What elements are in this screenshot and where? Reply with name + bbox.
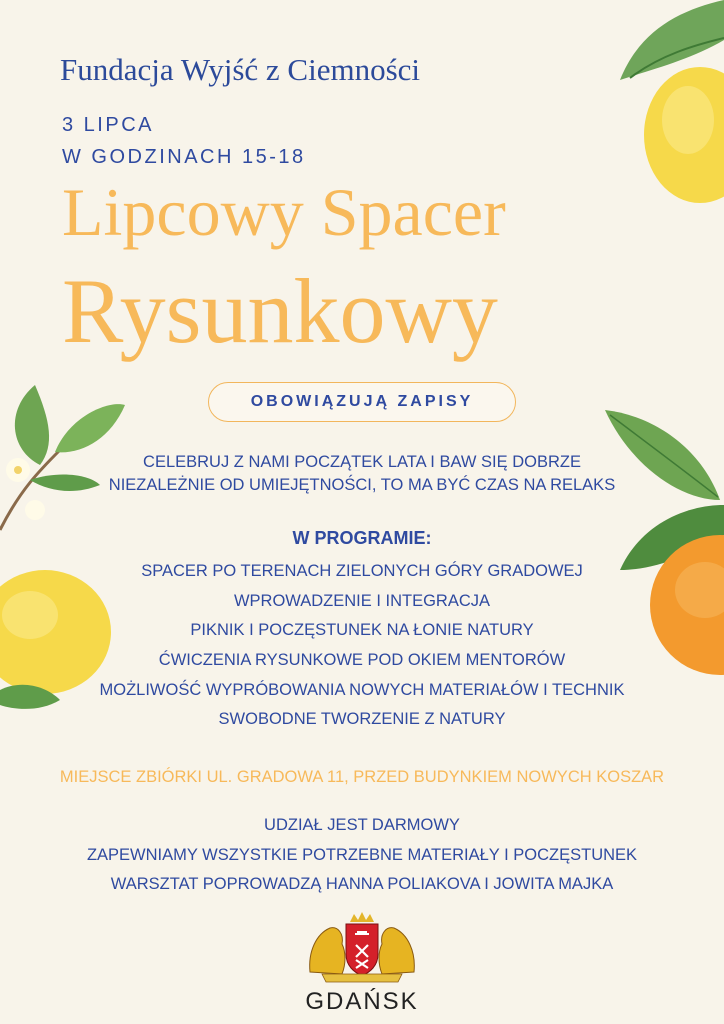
- lemon-top-right-icon: [600, 0, 724, 220]
- organization-name: Fundacja Wyjść z Ciemności: [60, 52, 421, 87]
- title-line-1: Lipcowy Spacer: [62, 174, 506, 250]
- intro-line-2: NIEZALEŻNIE OD UMIEJĘTNOŚCI, TO MA BYĆ CZAS NA RELAKS: [108, 476, 616, 494]
- info-line: ZAPEWNIAMY WSZYSTKIE POTRZEBNE MATERIAŁY I POCZĘSTUNEK: [86, 846, 638, 864]
- registration-badge-label: OBOWIĄZUJĄ ZAPISY: [250, 393, 474, 410]
- event-hours: W GODZINACH 15-18: [62, 146, 306, 168]
- info-line: UDZIAŁ JEST DARMOWY: [264, 816, 460, 834]
- intro-line-1: CELEBRUJ Z NAMI POCZĄTEK LATA I BAW SIĘ DOBRZE: [143, 453, 581, 471]
- lemon-branch-left-icon: [0, 380, 130, 730]
- gdansk-coat-of-arms-icon: [302, 912, 422, 984]
- info-line: WARSZTAT POPROWADZĄ HANNA POLIAKOVA I JOWITA MAJKA: [110, 875, 614, 893]
- title-line-2: Rysunkowy: [62, 260, 498, 362]
- program-item: WPROWADZENIE I INTEGRACJA: [233, 592, 491, 610]
- meeting-point: MIEJSCE ZBIÓRKI UL. GRADOWA 11, PRZED BUDYNKIEM NOWYCH KOSZAR: [59, 768, 665, 786]
- program-item: SWOBODNE TWORZENIE Z NATURY: [218, 710, 506, 728]
- program-item: ĆWICZENIA RYSUNKOWE POD OKIEM MENTORÓW: [158, 651, 566, 669]
- program-item: MOŻLIWOŚĆ WYPRÓBOWANIA NOWYCH MATERIAŁÓW I TECHNIK: [99, 681, 625, 699]
- city-name: GDAŃSK: [305, 988, 419, 1015]
- event-date: 3 LIPCA: [62, 114, 154, 136]
- program-heading: W PROGRAMIE:: [292, 528, 432, 548]
- program-item: PIKNIK I POCZĘSTUNEK NA ŁONIE NATURY: [190, 621, 534, 639]
- program-item: SPACER PO TERENACH ZIELONYCH GÓRY GRADOWEJ: [141, 562, 583, 580]
- registration-badge: [208, 382, 516, 422]
